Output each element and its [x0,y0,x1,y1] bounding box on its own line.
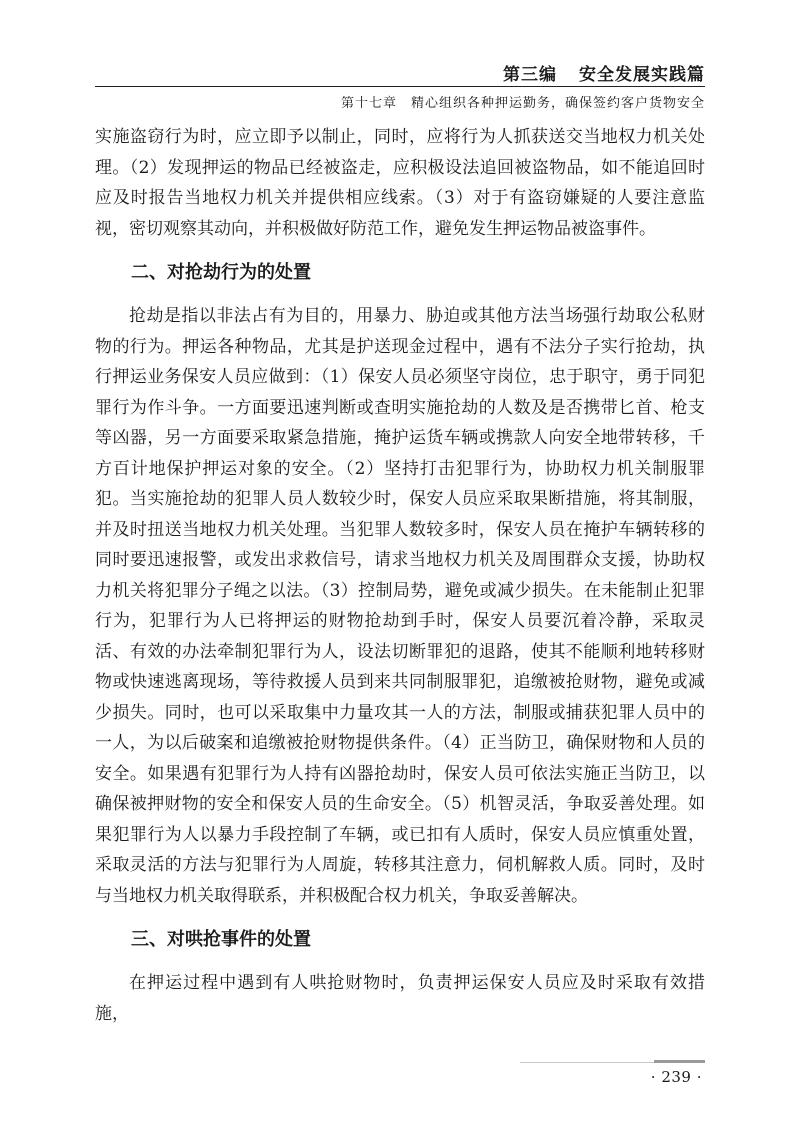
chapter-header: 第十七章 精心组织各种押运勤务，确保签约客户货物安全 [340,96,705,111]
paragraph-robbery: 抢劫是指以非法占有为目的，用暴力、胁迫或其他方法当场强行劫取公私财物的行为。押运各种物品，尤其是护送现金过程中，遇有不法分子实行抢劫，执行押运业务保安人员应做到：（1）保安人员必须坚守岗位，忠于职守，勇于同犯罪行为作斗争。一方面要迅速判断或查明实施抢劫的人数及是否携带匕首、枪支等凶器，另一方面要采取紧急措施，掩护运货车辆或携款人向安全地带转移，千方百计地保护押运对象的安全。（2）坚持打击犯罪行为，协助权力机关制服罪犯。当实施抢劫的犯罪人员人数较少时，保安人员应采取果断措施，将其制服，并及时扭送当地权力机关处理。当犯罪人数较多时，保安人员在掩护车辆转移的同时要迅速报警，或发出求救信号，请求当地权力机关及周围群众支援，协助权力机关将犯罪分子绳之以法。（3）控制局势，避免或减少损失。在未能制止犯罪行为，犯罪行为人已将押运的财物抢劫到手时，保安人员要沉着冷静，采取灵活、有效的办法牵制犯罪行为人，设法切断罪犯的退路，使其不能顺利地转移财物或快速逃离现场，等待救援人员到来共同制服罪犯，追缴被抢财物，避免或减少损失。同时，也可以采取集中力量攻其一人的方法，制服或捕获犯罪人员中的一人，为以后破案和追缴被抢财物提供条件。（4）正当防卫，确保财物和人员的安全。如果遇有犯罪行为人持有凶器抢劫时，保安人员可依法实施正当防卫，以确保被押财物的安全和保安人员的生命安全。（5）机智灵活，争取妥善处理。如果犯罪行为人以暴力手段控制了车辆，或已扣有人质时，保安人员应慎重处置，采取灵活的方法与犯罪行为人周旋，转移其注意力，伺机解救人质。同时，及时与当地权力机关取得联系，并积极配合权力机关，争取妥善解决。 [95,306,705,906]
header-rule [95,86,705,87]
part-label: 第三编 [503,65,557,85]
part-title: 安全发展实践篇 [579,65,705,85]
running-header [0,60,705,85]
page-number: · 239 · [650,1068,702,1086]
footer-rule-thick [654,1060,705,1063]
paragraph-continued: 实施盗窃行为时，应立即予以制止，同时，应将行为人抓获送交当地权力机关处理。（2）发现押运的物品已经被盗走，应积极设法追回被盗物品，如不能追回时应及时报告当地权力机关并提供相应线索。（3）对于有盗窃嫌疑的人要注意监视，密切观察其动向，并积极做好防范工作，避免发生押运物品被盗事件。 [95,127,705,239]
section-heading-looting: 三、对哄抢事件的处置 [131,929,311,950]
section-heading-robbery: 二、对抢劫行为的处置 [131,262,311,283]
paragraph-looting: 在押运过程中遇到有人哄抢财物时，负责押运保安人员应及时采取有效措施， [95,973,705,1024]
page-body [95,122,705,1029]
